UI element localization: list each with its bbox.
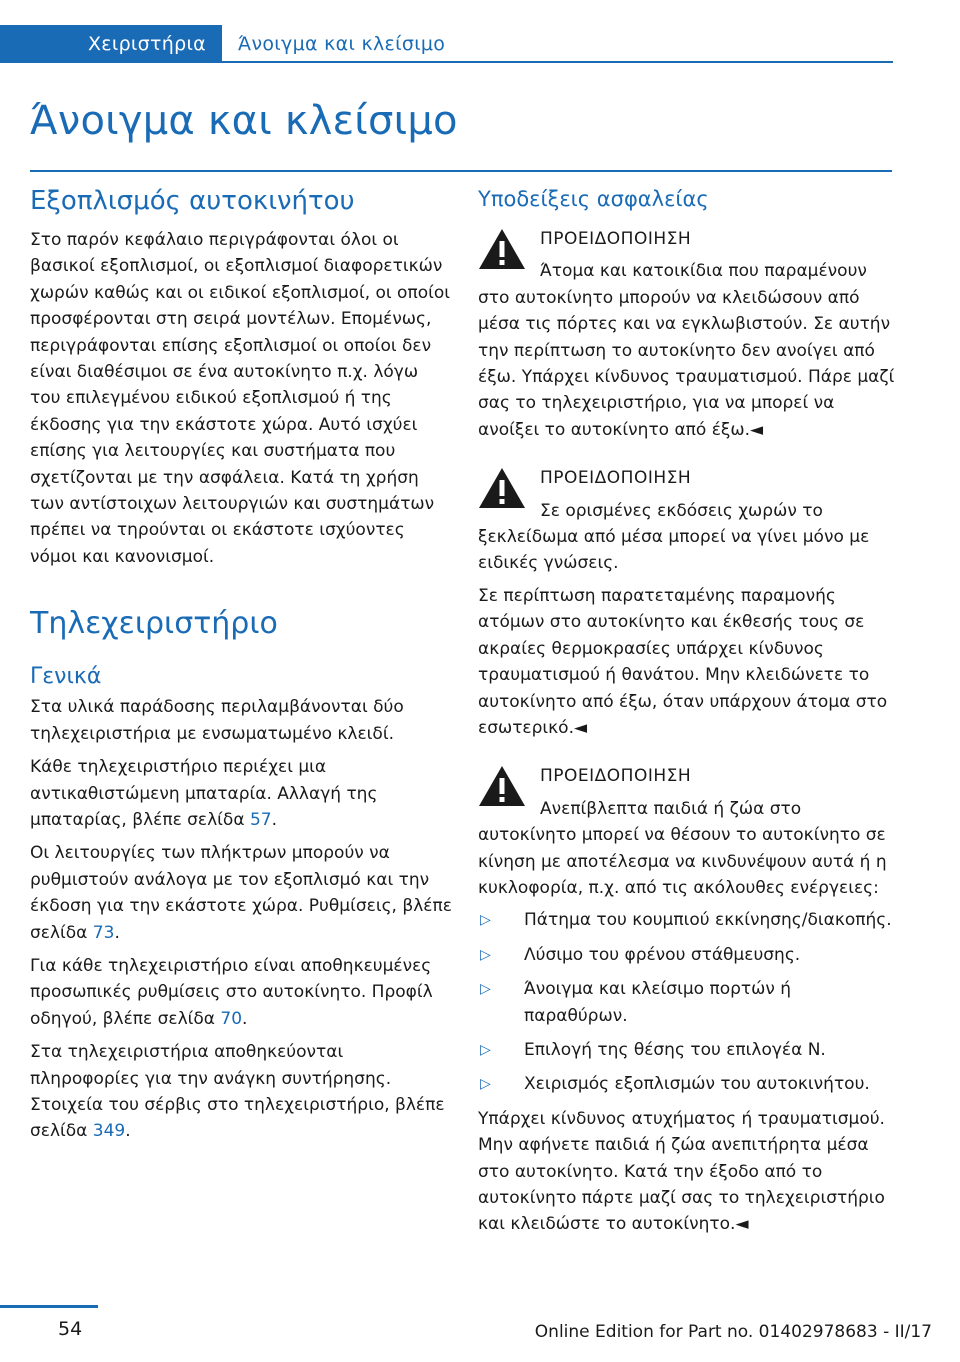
bullet-arrow-icon: ▷ xyxy=(480,1076,491,1093)
page-ref-link[interactable]: 57 xyxy=(249,809,272,830)
warning-label: ΠΡΟΕΙΔΟΠΟΙΗΣΗ xyxy=(540,229,692,249)
warning-triangle-icon xyxy=(478,228,526,270)
list-item xyxy=(478,942,900,968)
paragraph-text: Για κάθε τηλεχειριστήριο είναι αποθηκευμένες προσωπικές ρυθμίσεις στο αυτοκίνητο. Προφίλ οδηγού, βλέπε σελίδα xyxy=(30,955,433,1029)
tab-underline xyxy=(222,61,893,63)
list-item-text: Χειρισμός εξοπλισμών του αυτοκινήτου. xyxy=(524,1074,870,1095)
paragraph-text: Κάθε τηλεχειριστήριο περιέχει μια αντικαθιστώμενη μπαταρία. Αλλαγή της μπαταρίας, βλέπε σελίδα xyxy=(30,757,378,830)
page-title: Άνοιγμα και κλείσιμο xyxy=(30,98,458,144)
page-ref-link[interactable]: 349 xyxy=(92,1121,126,1142)
remote-paragraph-3 xyxy=(30,840,452,946)
list-item xyxy=(478,1037,900,1063)
warning-block-2 xyxy=(478,465,900,741)
paragraph-end: . xyxy=(271,809,277,830)
remote-control-heading: Τηλεχειριστήριο xyxy=(30,606,278,642)
warning-text-2: Σε περίπτωση παρατεταμένης παραμονής ατόμων στο αυτοκίνητο και έκθεσής τους σε ακραίες θερμοκρασίες υπάρχει κίνδυνος τραυματισμού ή θανάτου. Μην κλειδώνετε το αυτοκίνητο από έξω, όταν υπάρχουν άτομα στο εσωτερικό.◄ xyxy=(478,585,888,738)
bullet-arrow-icon: ▷ xyxy=(480,912,491,929)
equipment-heading: Εξοπλισμός αυτοκινήτου xyxy=(30,186,355,216)
warning-triangle-icon xyxy=(478,467,526,509)
page-ref-link[interactable]: 73 xyxy=(92,922,115,943)
safety-heading: Υποδείξεις ασφαλείας xyxy=(478,187,709,211)
list-item-text: Επιλογή της θέσης του επιλογέα N. xyxy=(524,1039,826,1060)
list-item-text: Πάτημα του κουμπιού εκκίνησης/διακοπής. xyxy=(524,910,892,931)
list-item xyxy=(478,907,900,933)
remote-paragraph-4 xyxy=(30,953,452,1032)
list-item xyxy=(478,976,900,1029)
list-item-text: Άνοιγμα και κλείσιμο πορτών ή παραθύρων. xyxy=(524,979,792,1026)
left-column xyxy=(30,180,452,1152)
list-item-text: Λύσιμο του φρένου στάθμευσης. xyxy=(524,944,801,965)
title-divider xyxy=(30,170,892,172)
warning-text: Ανεπίβλεπτα παιδιά ή ζώα στο αυτοκίνητο μπορεί να θέσουν το αυτοκίνητο σε κίνηση με αποτέλεσμα να κινδυνέψουν αυτά ή η κυκλοφορία, π.χ. από τις ακόλουθες ενέργειες: xyxy=(478,798,887,898)
paragraph-end: . xyxy=(114,922,120,943)
paragraph-text: Οι λειτουργίες των πλήκτρων μπορούν να ρυθμιστούν ανάλογα με τον εξοπλισμό και την έκδοση για την εκάστοτε χώρα. Ρυθμίσεις, βλέπε σελίδα xyxy=(30,843,452,943)
paragraph-end: . xyxy=(242,1008,248,1029)
paragraph-text: Στα τηλεχειριστήρια αποθηκεύονται πληροφορίες για την ανάγκη συντήρησης. Στοιχεία του σέρβις στο τηλεχειριστήριο, βλέπε σελίδα xyxy=(30,1042,445,1142)
bullet-arrow-icon: ▷ xyxy=(480,981,491,998)
header-tabbar xyxy=(0,25,893,63)
edition-note: Online Edition for Part no. 01402978683 - II/17 xyxy=(534,1322,932,1342)
bullet-arrow-icon: ▷ xyxy=(480,946,491,963)
warning-closing: Υπάρχει κίνδυνος ατυχήματος ή τραυματισμού. Μην αφήνετε παιδιά ή ζώα ανεπιτήρητα μέσα στο αυτοκίνητο. Κατά την έξοδο από το αυτοκίνητο πάρτε μαζί σας το τηλεχειριστήριο και κλειδώστε το αυτοκίνητο.◄ xyxy=(478,1108,885,1235)
tab-opening-closing[interactable]: Άνοιγμα και κλείσιμο xyxy=(238,33,446,55)
remote-paragraph-1: Στα υλικά παράδοσης περιλαμβάνονται δύο τηλεχειριστήρια με ενσωματωμένο κλειδί. xyxy=(30,697,404,744)
footer-divider xyxy=(0,1305,98,1308)
page-number: 54 xyxy=(58,1318,83,1340)
warning-label: ΠΡΟΕΙΔΟΠΟΙΗΣΗ xyxy=(540,468,692,489)
right-column xyxy=(478,180,900,1246)
equipment-paragraph: Στο παρόν κεφάλαιο περιγράφονται όλοι οι βασικοί εξοπλισμοί, οι εξοπλισμοί διαφορετικών χωρών καθώς και οι ειδικοί εξοπλισμοί, οι οποίοι προσφέρονται στη σειρά μοντέλων. Επομένως, περιγράφονται επίσης εξοπλισμοί οι οποίοι δεν είναι διαθέσιμοι σε ένα αυτοκίνητο π.χ. λόγω του επιλεγμένου ειδικού εξοπλισμού ή της έκδοσης για την εκάστοτε χώρα. Αυτό ισχύει επίσης για λειτουργίες και συστήματα που σχετίζονται με την ασφάλεια. Κατά τη χρήση των αντίστοιχων λειτουργιών και συστημάτων πρέπει να τηρούνται οι εκάστοτε ισχύοντες νόμοι και κανονισμοί. xyxy=(30,230,451,567)
paragraph-end: . xyxy=(125,1121,131,1142)
warning-block-1 xyxy=(478,226,900,443)
bullet-arrow-icon: ▷ xyxy=(480,1041,491,1058)
warning-label: ΠΡΟΕΙΔΟΠΟΙΗΣΗ xyxy=(540,766,692,787)
warning-text: Άτομα και κατοικίδια που παραμένουν στο αυτοκίνητο μπορούν να κλειδώσουν από μέσα τις πόρτες και να εγκλωβιστούν. Σε αυτήν την περίπτωση το αυτοκίνητο δεν ανοίγει από έξω. Υπάρχει κίνδυνος τραυματισμού. Πάρε μαζί σας το τηλεχειριστήριο, για να μπορεί να ανοίξει το αυτοκίνητο από έξω.◄ xyxy=(478,261,895,440)
remote-paragraph-2 xyxy=(30,754,452,833)
list-item xyxy=(478,1071,900,1097)
remote-paragraph-5 xyxy=(30,1039,452,1145)
warning-triangle-icon xyxy=(478,765,526,807)
tab-controls[interactable]: Χειριστήρια xyxy=(0,25,222,63)
action-list xyxy=(478,907,900,1097)
warning-block-3 xyxy=(478,763,900,1238)
general-heading: Γενικά xyxy=(30,664,102,690)
warning-text: Σε ορισμένες εκδόσεις χωρών το ξεκλείδωμα από μέσα μπορεί να γίνει μόνο με ειδικές γνώσεις. xyxy=(478,500,870,574)
page-ref-link[interactable]: 70 xyxy=(220,1008,243,1029)
